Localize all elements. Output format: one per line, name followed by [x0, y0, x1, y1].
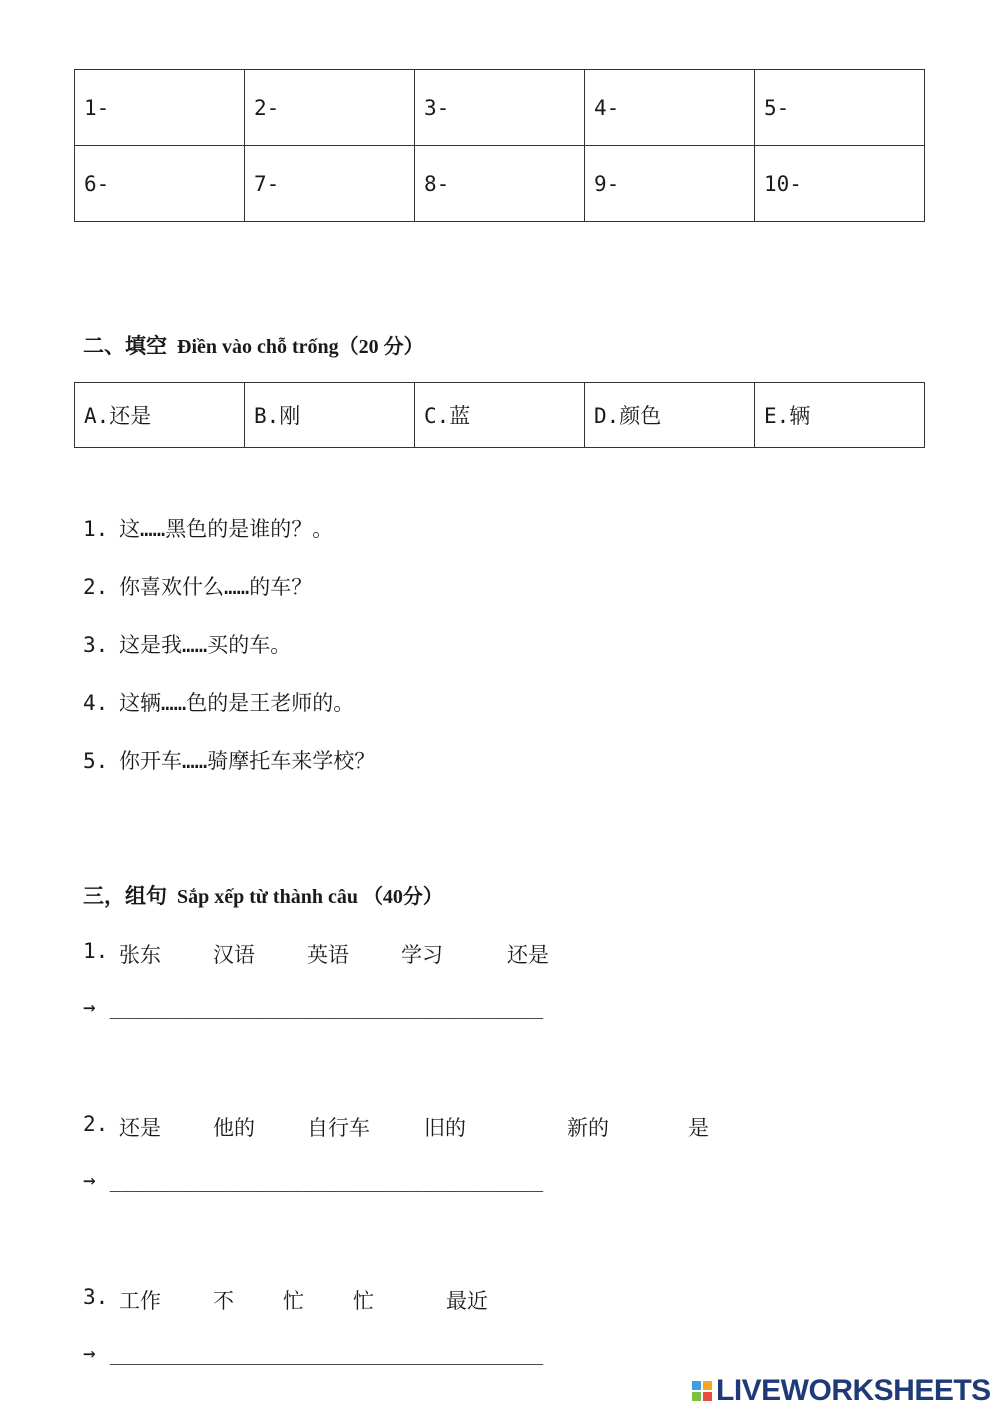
- answer-cell[interactable]: 4-: [585, 70, 755, 146]
- question-number: 2.: [83, 575, 109, 599]
- answer-cell[interactable]: 8-: [415, 146, 585, 222]
- reorder-item: [83, 1112, 783, 1142]
- answer-line: [83, 1341, 543, 1365]
- arrow-icon: →: [83, 995, 96, 1019]
- word-chip: 自行车: [307, 1116, 370, 1140]
- word-chip: 还是: [119, 1116, 161, 1140]
- word-chip: 汉语: [213, 943, 255, 967]
- question-number: 1.: [83, 517, 109, 541]
- answer-blank[interactable]: ____________________________________: [109, 995, 544, 1019]
- answer-cell[interactable]: 3-: [415, 70, 585, 146]
- word-chip: 学习: [401, 943, 443, 967]
- word-chip: 忙: [353, 1289, 374, 1313]
- word-chip: 不: [213, 1289, 234, 1313]
- answer-cell[interactable]: 9-: [585, 146, 755, 222]
- question-number: 4.: [83, 691, 109, 715]
- answer-cell[interactable]: 10-: [755, 146, 925, 222]
- answer-cell[interactable]: 5-: [755, 70, 925, 146]
- answer-line: [83, 995, 543, 1019]
- answer-grid: [74, 69, 925, 222]
- reorder-item: [83, 1285, 783, 1315]
- arrow-icon: →: [83, 1168, 96, 1192]
- word-bank-option[interactable]: E.辆: [755, 383, 925, 448]
- word-chip: 张东: [119, 943, 161, 967]
- answer-cell[interactable]: 7-: [245, 146, 415, 222]
- answer-row: [75, 70, 925, 146]
- section2-title: 二、填空: [83, 333, 167, 358]
- section3-title: 三，组句: [83, 883, 167, 908]
- word-chip: 英语: [307, 943, 349, 967]
- question-number: 3.: [83, 633, 109, 657]
- section2-heading: [83, 330, 424, 360]
- item-number: 2.: [83, 1112, 109, 1136]
- section3-subtitle: Sắp xếp từ thành câu （40分）: [177, 886, 443, 908]
- word-chip: 是: [688, 1116, 709, 1140]
- question-text: 这……黑色的是谁的？。: [119, 517, 334, 541]
- reorder-item: [83, 939, 783, 969]
- word-chip: 新的: [567, 1116, 609, 1140]
- fill-question: [83, 513, 333, 543]
- item-number: 1.: [83, 939, 109, 963]
- logo-text: LIVEWORKSHEETS: [716, 1374, 991, 1407]
- answer-row: [75, 146, 925, 222]
- word-bank-option[interactable]: C.蓝: [415, 383, 585, 448]
- word-chip: 最近: [446, 1289, 488, 1313]
- question-number: 5.: [83, 749, 109, 773]
- answer-cell[interactable]: 2-: [245, 70, 415, 146]
- word-chip: 工作: [119, 1289, 161, 1313]
- fill-question: [83, 571, 312, 601]
- answer-cell[interactable]: 6-: [75, 146, 245, 222]
- logo-tiles-icon: [692, 1381, 712, 1401]
- answer-line: [83, 1168, 543, 1192]
- word-bank-option[interactable]: D.颜色: [585, 383, 755, 448]
- word-chip: 忙: [283, 1289, 304, 1313]
- section3-heading: [83, 880, 443, 910]
- word-bank-row: [75, 383, 925, 448]
- fill-question: [83, 629, 291, 659]
- question-text: 这是我……买的车。: [119, 633, 292, 657]
- answer-cell[interactable]: 1-: [75, 70, 245, 146]
- liveworksheets-logo[interactable]: [692, 1375, 991, 1407]
- word-bank: [74, 382, 925, 448]
- question-text: 这辆……色的是王老师的。: [119, 691, 355, 715]
- fill-question: [83, 687, 354, 717]
- word-bank-option[interactable]: A.还是: [75, 383, 245, 448]
- section2-subtitle: Điền vào chỗ trống（20 分）: [177, 336, 424, 358]
- question-text: 你喜欢什么……的车？: [119, 575, 313, 599]
- arrow-icon: →: [83, 1341, 96, 1365]
- question-text: 你开车……骑摩托车来学校？: [119, 749, 376, 773]
- fill-question: [83, 745, 375, 775]
- answer-blank[interactable]: ____________________________________: [109, 1168, 544, 1192]
- word-chip: 还是: [507, 943, 549, 967]
- word-chip: 他的: [213, 1116, 255, 1140]
- answer-blank[interactable]: ____________________________________: [109, 1341, 544, 1365]
- word-chip: 旧的: [424, 1116, 466, 1140]
- word-bank-option[interactable]: B.刚: [245, 383, 415, 448]
- item-number: 3.: [83, 1285, 109, 1309]
